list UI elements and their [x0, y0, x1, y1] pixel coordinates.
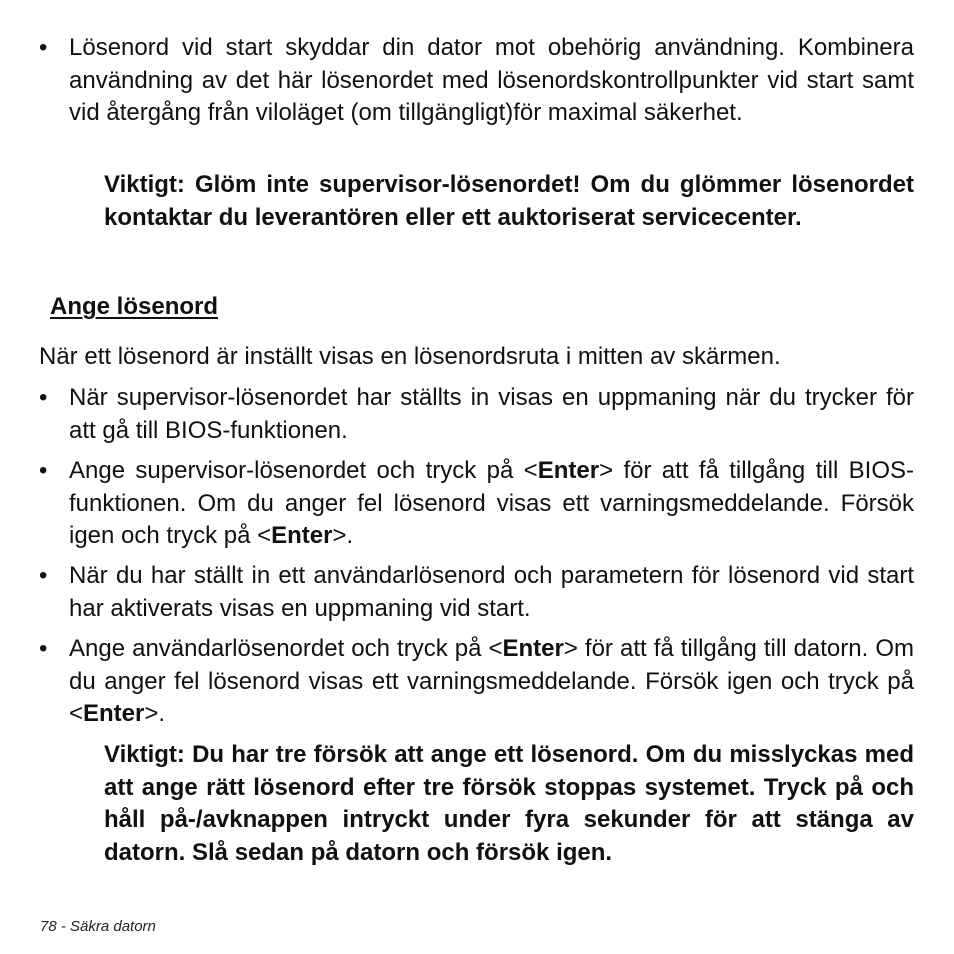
- text-part: > för att få tillgång till datorn. Om du anger fel lösenord visas ett varningsmeddelande. Försök igen och tryck på <: [69, 635, 914, 728]
- bullet-text: När du har ställt in ett användarlösenord och parametern för lösenord vid start har aktiverats visas en uppmaning vid start.: [69, 562, 914, 622]
- enter-key-label: Enter: [537, 457, 600, 484]
- text-part: >.: [144, 700, 166, 728]
- text-part: > för att få tillgång till BIOS-funktionen. Om du anger fel lösenord visas ett varningsmeddelande. Försök igen och tryck på <: [69, 457, 915, 550]
- bullet-text: När supervisor-lösenordet har ställts in visas en uppmaning när du trycker för att gå till BIOS-funktionen.: [69, 384, 914, 444]
- text-part: Ange supervisor-lösenordet och tryck på <: [69, 457, 538, 484]
- list-item: [39, 382, 914, 447]
- bullet-marker: •: [39, 457, 48, 484]
- bullet-marker: •: [39, 635, 48, 662]
- list-item: [39, 633, 914, 731]
- enter-key-label: Enter: [502, 635, 564, 662]
- list-item: [39, 32, 914, 130]
- list-item: [39, 560, 914, 625]
- enter-key-label: Enter: [83, 700, 145, 728]
- bullet-text: [69, 455, 914, 553]
- list-item: [39, 455, 914, 553]
- text-part: >.: [332, 522, 354, 550]
- page-footer: 78 - Säkra datorn: [40, 918, 156, 935]
- bullet-text: Lösenord vid start skyddar din dator mot obehörig användning. Kombinera användning av det här lösenordet med lösenordskontrollpunkter vid start samt vid återgång från viloläget (om tillgängligt)för maximal säkerhet.: [69, 34, 914, 127]
- enter-key-label: Enter: [271, 522, 333, 550]
- section-heading: Ange lösenord: [50, 293, 219, 320]
- bullet-marker: •: [39, 34, 48, 61]
- text-part: Ange användarlösenordet och tryck på <: [69, 635, 503, 662]
- bullet-marker: •: [39, 562, 48, 589]
- bullet-text: [69, 633, 914, 731]
- important-note: Viktigt: Du har tre försök att ange ett lösenord. Om du misslyckas med att ange rätt lösenord efter tre försök stoppas systemet. Tryck på och håll på-/avknappen intryckt under fyra sekunder för att stänga av datorn. Slå sedan på datorn och försök igen.: [104, 741, 914, 866]
- important-note: Viktigt: Glöm inte supervisor-lösenordet! Om du glömmer lösenordet kontaktar du leverantören eller ett auktoriserat servicecenter.: [104, 171, 914, 231]
- intro-paragraph: När ett lösenord är inställt visas en lösenordsruta i mitten av skärmen.: [39, 343, 781, 370]
- bullet-marker: •: [39, 384, 48, 411]
